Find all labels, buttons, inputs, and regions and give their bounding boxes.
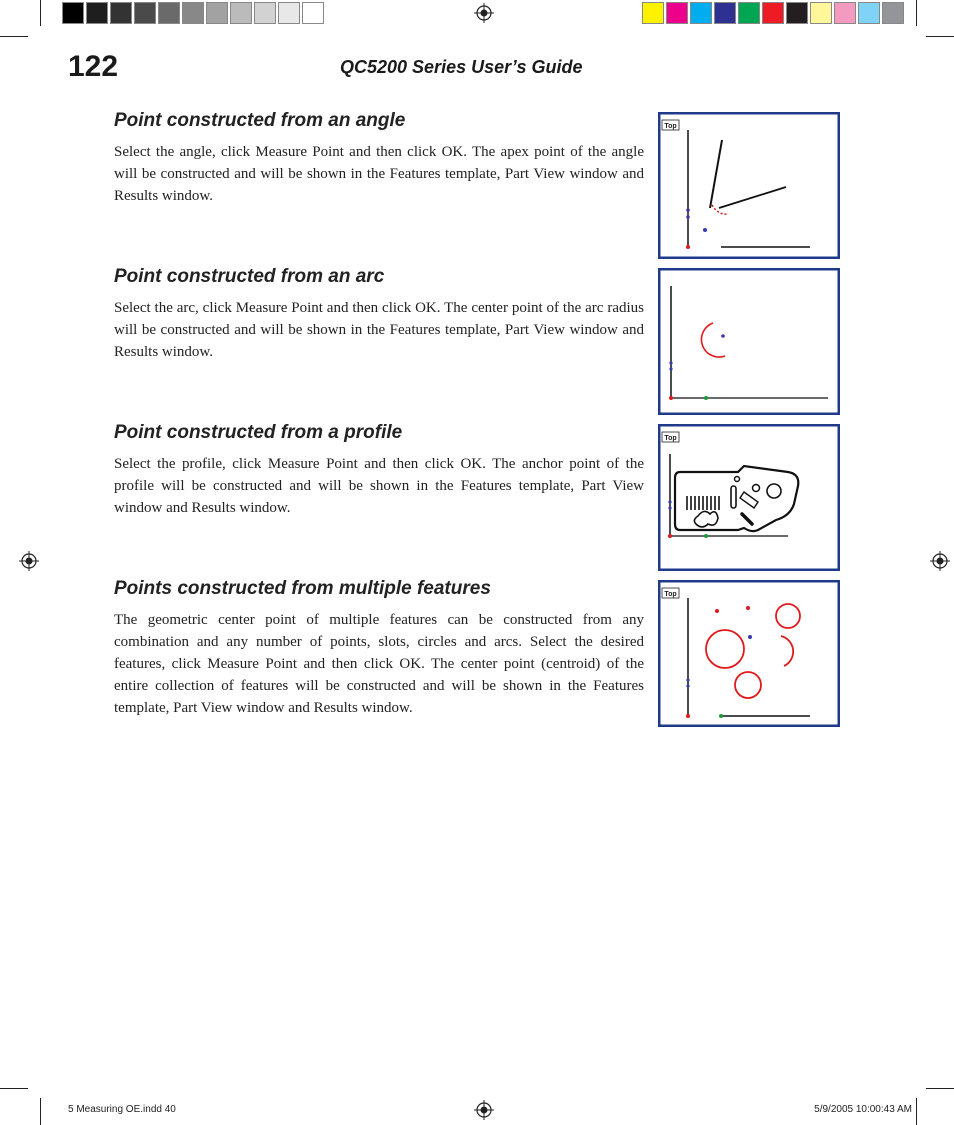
axis-point	[669, 361, 672, 364]
crop-mark	[926, 1088, 954, 1089]
axis-point	[686, 215, 690, 219]
color-swatch	[762, 2, 784, 24]
axis-point	[668, 500, 671, 503]
section-title-multiple: Points constructed from multiple features	[114, 578, 491, 599]
origin-point	[668, 534, 672, 538]
panel-frame	[659, 113, 839, 258]
color-swatch	[302, 2, 324, 24]
color-swatch	[834, 2, 856, 24]
origin-point	[669, 396, 673, 400]
color-swatch	[206, 2, 228, 24]
color-swatch	[786, 2, 808, 24]
section-body-arc: Select the arc, click Measure Point and then click OK. The center point of the arc radius will be constructed and will be shown in the Features template, Part View window and Results window.	[114, 300, 644, 360]
panel-frame	[659, 581, 839, 726]
color-swatch	[714, 2, 736, 24]
color-swatch	[278, 2, 300, 24]
origin-point	[686, 245, 690, 249]
color-swatch	[158, 2, 180, 24]
point-feature	[715, 609, 719, 613]
color-swatch	[810, 2, 832, 24]
section-title-profile: Point constructed from a profile	[114, 422, 403, 443]
crop-mark	[40, 1098, 41, 1125]
axis-point	[686, 678, 689, 681]
panel-frame	[659, 269, 839, 414]
centroid-point	[748, 635, 752, 639]
crop-mark	[926, 36, 954, 37]
footer-file-info: 5 Measuring OE.indd 40	[68, 1104, 176, 1115]
page-number: 122	[68, 50, 119, 83]
crop-mark	[40, 0, 41, 26]
color-swatch	[86, 2, 108, 24]
footer-timestamp: 5/9/2005 10:00:43 AM	[814, 1104, 912, 1115]
color-swatch	[642, 2, 664, 24]
top-tab-label: Top	[664, 591, 677, 598]
registration-mark-icon	[19, 551, 39, 571]
origin-point	[686, 714, 690, 718]
axis-point	[686, 684, 689, 687]
x-marker-point	[719, 714, 723, 718]
color-swatch	[882, 2, 904, 24]
axis-point	[669, 367, 672, 370]
axis-point	[668, 506, 671, 509]
part-view-profile	[658, 424, 840, 571]
point-feature	[746, 606, 750, 610]
x-marker-point	[704, 534, 708, 538]
top-tab-label: Top	[664, 123, 677, 130]
color-swatch	[134, 2, 156, 24]
profile-slots	[687, 496, 719, 510]
color-swatch	[62, 2, 84, 24]
color-swatch	[254, 2, 276, 24]
registration-mark-icon	[930, 551, 950, 571]
color-swatch	[858, 2, 880, 24]
x-marker-point	[704, 396, 708, 400]
color-swatch	[230, 2, 252, 24]
part-view-angle	[658, 112, 840, 259]
color-swatch	[110, 2, 132, 24]
axis-point	[686, 208, 690, 212]
color-swatch	[182, 2, 204, 24]
registration-mark-icon	[474, 3, 494, 23]
section-title-angle: Point constructed from an angle	[114, 110, 406, 131]
top-tab-label: Top	[664, 435, 677, 442]
registration-mark-icon	[474, 1100, 494, 1120]
color-swatch	[666, 2, 688, 24]
crop-mark	[916, 1098, 917, 1125]
crop-mark	[916, 0, 917, 26]
part-view-multiple	[658, 580, 840, 727]
color-swatch	[690, 2, 712, 24]
apex-point	[703, 228, 707, 232]
running-title: QC5200 Series User’s Guide	[340, 57, 583, 77]
color-swatch	[738, 2, 760, 24]
crop-mark	[0, 36, 28, 37]
crop-mark	[0, 1088, 28, 1089]
arc-center-point	[721, 334, 725, 338]
section-body-profile: Select the profile, click Measure Point and then click OK. The anchor point of the profile will be constructed and will be shown in the Features template, Part View window and Results window.	[114, 456, 644, 516]
section-body-angle: Select the angle, click Measure Point and then click OK. The apex point of the angle will be constructed and will be shown in the Features template, Part View window and Results window.	[114, 144, 644, 204]
part-view-arc	[658, 268, 840, 415]
section-title-arc: Point constructed from an arc	[114, 266, 385, 287]
section-body-multiple: The geometric center point of multiple features can be constructed from any combination and any number of points, slots, circles and arcs. Select the desired features, click Measure Point and then click OK. The center point (centroid) of the entire collection of features will be constructed and will be shown in the Features template, Part View window and Results window.	[114, 612, 644, 716]
panel-frame	[659, 425, 839, 570]
